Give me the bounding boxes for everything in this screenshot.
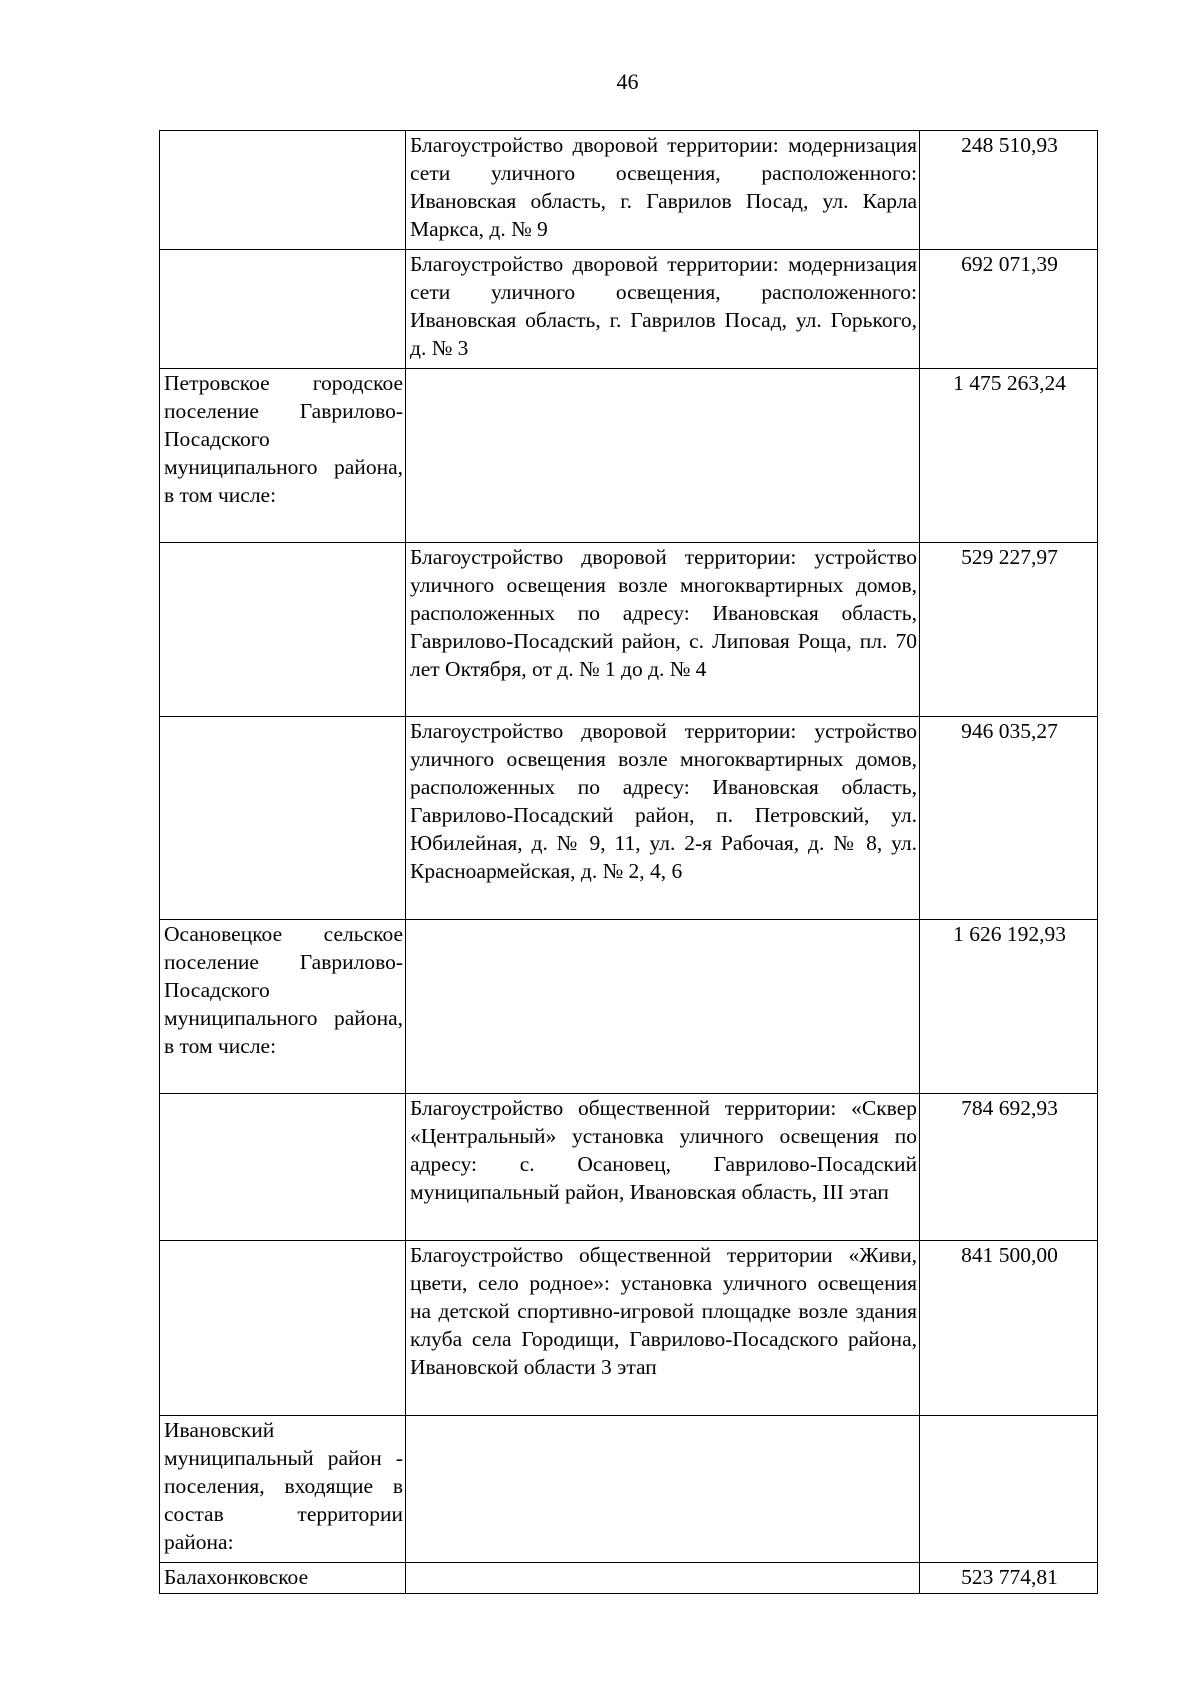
amount-cell: 841 500,00 <box>920 1241 1098 1416</box>
table-row <box>160 1563 1098 1594</box>
settlement-cell <box>160 717 406 920</box>
settlement-cell <box>160 1241 406 1416</box>
description-cell: Благоустройство общественной территории «Живи, цвети, село родное»: установка уличного освещения на детской спортивно-игровой площадке возле здания клуба села Городищи, Гаврилово-Посадского района, Ивановской области 3 этап <box>406 1241 920 1416</box>
table-row <box>160 1416 1098 1563</box>
table-row <box>160 369 1098 543</box>
table-row <box>160 250 1098 369</box>
settlement-cell <box>160 1094 406 1241</box>
description-cell <box>406 369 920 543</box>
description-cell: Благоустройство дворовой территории: модернизация сети уличного освещения, расположенного: Ивановская область, г. Гаврилов Посад, ул. Карла Маркса, д. № 9 <box>406 131 920 250</box>
page-number: 46 <box>616 69 639 94</box>
funding-table <box>159 130 1098 1594</box>
table-row <box>160 920 1098 1094</box>
settlement-cell: Ивановский муниципальный район - поселения, входящие в состав территории района: <box>160 1416 406 1563</box>
settlement-cell: Петровское городское поселение Гаврилово-Посадского муниципального района, в том числе: <box>160 369 406 543</box>
amount-cell: 946 035,27 <box>920 717 1098 920</box>
table-row <box>160 717 1098 920</box>
table-row <box>160 131 1098 250</box>
description-cell: Благоустройство дворовой территории: устройство уличного освещения возле многоквартирных домов, расположенных по адресу: Ивановская область, Гаврилово-Посадский район, п. Петровский, ул. Юбилейная, д. № 9, 11, ул. 2-я Рабочая, д. № 8, ул. Красноармейская, д. № 2, 4, 6 <box>406 717 920 920</box>
amount-cell <box>920 1416 1098 1563</box>
amount-cell: 692 071,39 <box>920 250 1098 369</box>
settlement-cell <box>160 543 406 717</box>
table-row <box>160 543 1098 717</box>
table-row <box>160 1241 1098 1416</box>
amount-cell: 529 227,97 <box>920 543 1098 717</box>
description-cell: Благоустройство дворовой территории: устройство уличного освещения возле многоквартирных домов, расположенных по адресу: Ивановская область, Гаврилово-Посадский район, с. Липовая Роща, пл. 70 лет Октября, от д. № 1 до д. № 4 <box>406 543 920 717</box>
settlement-cell <box>160 131 406 250</box>
description-cell: Благоустройство дворовой территории: модернизация сети уличного освещения, расположенного: Ивановская область, г. Гаврилов Посад, ул. Горького, д. № 3 <box>406 250 920 369</box>
description-cell <box>406 1416 920 1563</box>
amount-cell: 523 774,81 <box>920 1563 1098 1594</box>
amount-cell: 248 510,93 <box>920 131 1098 250</box>
table-row <box>160 1094 1098 1241</box>
amount-cell: 1 475 263,24 <box>920 369 1098 543</box>
amount-cell: 784 692,93 <box>920 1094 1098 1241</box>
description-cell <box>406 920 920 1094</box>
description-cell <box>406 1563 920 1594</box>
settlement-cell <box>160 250 406 369</box>
settlement-cell: Осановецкое сельское поселение Гаврилово-Посадского муниципального района, в том числе: <box>160 920 406 1094</box>
amount-cell: 1 626 192,93 <box>920 920 1098 1094</box>
settlement-cell: Балахонковское <box>160 1563 406 1594</box>
description-cell: Благоустройство общественной территории: «Сквер «Центральный» установка уличного освещения по адресу: с. Осановец, Гаврилово-Посадский муниципальный район, Ивановская область, III этап <box>406 1094 920 1241</box>
